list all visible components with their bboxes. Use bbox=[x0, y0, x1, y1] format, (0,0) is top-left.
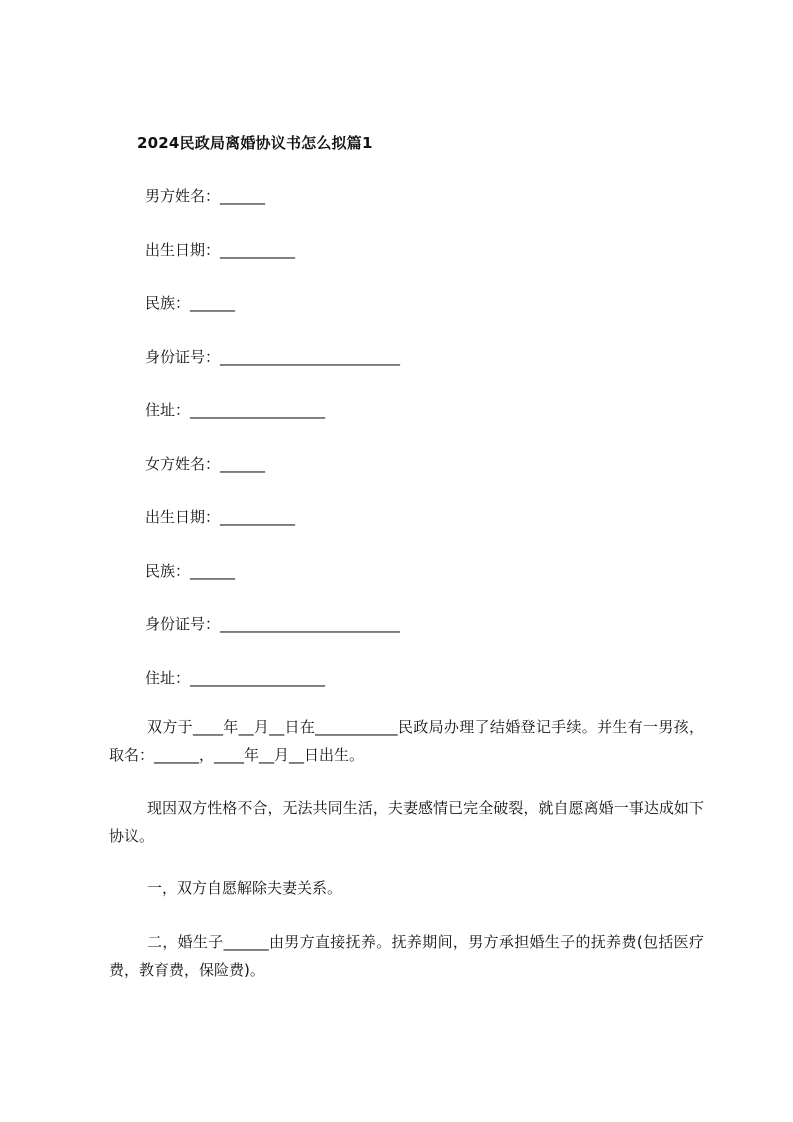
paragraph-clause-2: 二，婚生子______由男方直接抚养。抚养期间，男方承担婚生子的抚养费(包括医疗费，教育费，保险费)。 bbox=[109, 933, 704, 979]
field-male-address: 住址：__________________ bbox=[145, 401, 326, 419]
field-female-ethnicity: 民族：______ bbox=[145, 562, 236, 580]
field-female-birth-date: 出生日期：__________ bbox=[145, 508, 296, 526]
field-male-ethnicity: 民族：______ bbox=[145, 294, 236, 312]
paragraph-clause-1: 一，双方自愿解除夫妻关系。 bbox=[147, 879, 343, 897]
field-male-name: 男方姓名：______ bbox=[145, 187, 266, 205]
field-male-birth-date: 出生日期：__________ bbox=[145, 241, 296, 259]
field-female-name: 女方姓名：______ bbox=[145, 455, 266, 473]
paragraph-marriage-registration: 双方于____年__月__日在___________民政局办理了结婚登记手续。并生有一男孩，取名：______，____年__月__日出生。 bbox=[109, 718, 704, 764]
document-title: 2024民政局离婚协议书怎么拟篇1 bbox=[137, 134, 373, 152]
field-female-address: 住址：__________________ bbox=[145, 669, 326, 687]
paragraph-divorce-reason: 现因双方性格不合，无法共同生活，夫妻感情已完全破裂，就自愿离婚一事达成如下协议。 bbox=[109, 799, 704, 845]
field-female-id-number: 身份证号：________________________ bbox=[145, 615, 401, 633]
field-male-id-number: 身份证号：________________________ bbox=[145, 348, 401, 366]
